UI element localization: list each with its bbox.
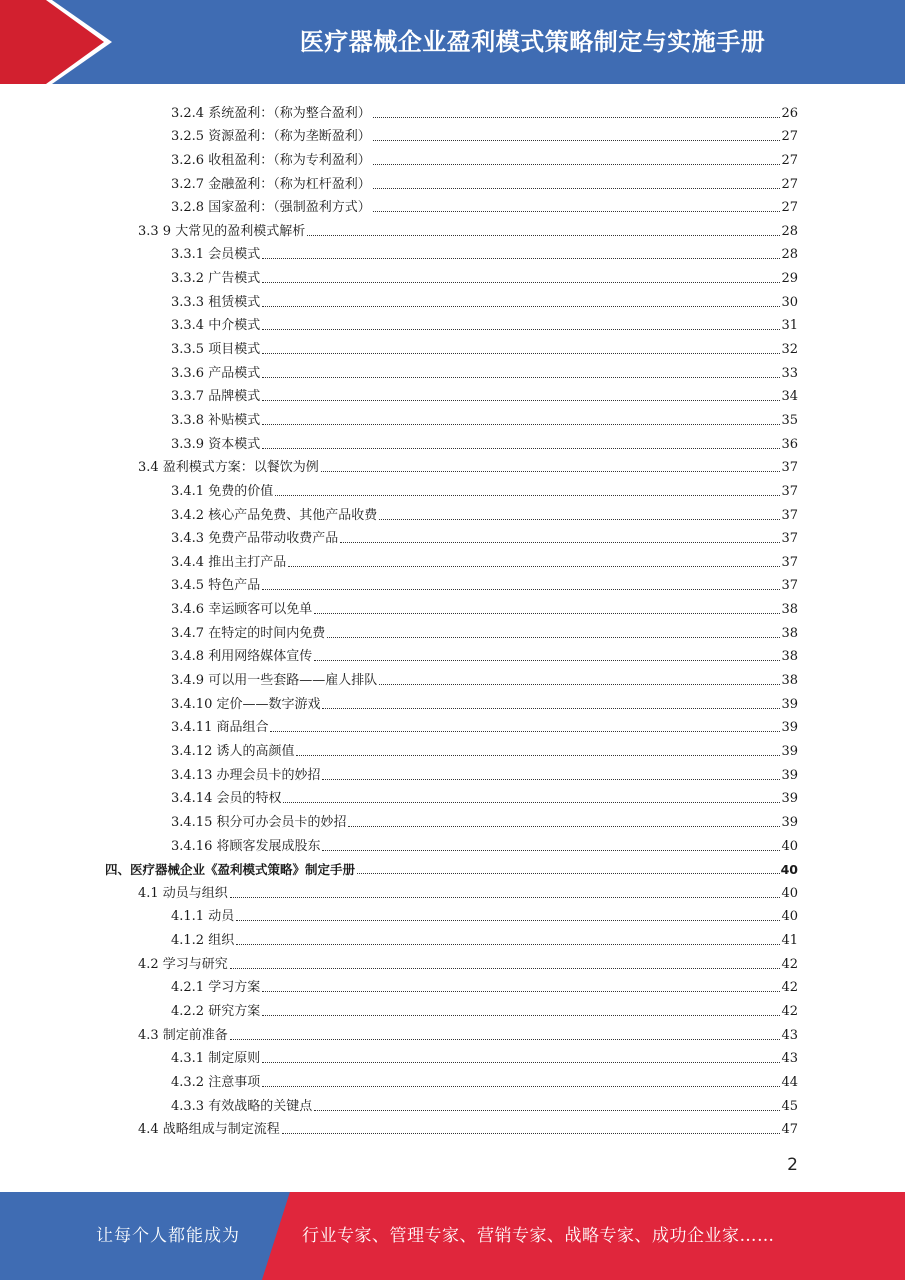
toc-entry-title: 4.3 制定前准备 [138,1027,228,1043]
toc-entry-page: 27 [781,176,798,192]
toc-dot-leader [314,1109,780,1111]
toc-entry[interactable] [105,925,798,949]
toc-dot-leader [321,470,781,472]
toc-entry-title: 3.3.4 中介模式 [171,318,261,334]
toc-entry[interactable] [105,334,798,358]
toc-entry[interactable] [105,1044,798,1068]
toc-entry[interactable] [105,405,798,429]
toc-entry-page: 39 [781,767,798,783]
toc-entry-title: 3.3.8 补贴模式 [171,412,261,428]
toc-dot-leader [357,872,780,874]
page-footer [0,1192,905,1280]
toc-entry-page: 40 [781,838,798,854]
toc-entry-title: 3.4.2 核心产品免费、其他产品收费 [171,507,378,523]
toc-entry-page: 31 [781,318,798,334]
toc-entry-title: 3.4.7 在特定的时间内免费 [171,625,326,641]
toc-entry-page: 37 [781,460,798,476]
toc-entry-title: 3.4.5 特色产品 [171,578,261,594]
toc-dot-leader [262,588,780,590]
toc-entry-page: 32 [781,342,798,358]
toc-entry[interactable] [105,1020,798,1044]
toc-dot-leader [322,778,780,780]
footer-slogan-left: 让每个人都能成为 [96,1226,240,1246]
toc-entry[interactable] [105,453,798,477]
toc-dot-leader [282,1132,781,1134]
toc-entry[interactable] [105,263,798,287]
toc-dot-leader [262,328,780,330]
toc-dot-leader [262,352,780,354]
toc-entry[interactable] [105,642,798,666]
toc-entry[interactable] [105,689,798,713]
toc-dot-leader [348,825,780,827]
toc-entry[interactable] [105,571,798,595]
toc-entry[interactable] [105,169,798,193]
toc-entry-page: 38 [781,602,798,618]
toc-entry-page: 41 [781,933,798,949]
toc-dot-leader [236,943,780,945]
toc-entry-page: 39 [781,791,798,807]
toc-entry-title: 3.2.8 国家盈利：（强制盈利方式） [171,200,371,216]
header-chevron-decoration [0,0,140,84]
toc-entry-title: 4.2.1 学习方案 [171,980,261,996]
toc-entry[interactable] [105,784,798,808]
toc-entry-title: 3.2.5 资源盈利：（称为垄断盈利） [171,129,371,145]
toc-dot-leader [373,116,781,118]
toc-entry-title: 3.3.6 产品模式 [171,365,261,381]
toc-dot-leader [262,990,780,992]
toc-entry-title: 3.3.1 会员模式 [171,247,261,263]
toc-entry[interactable] [105,240,798,264]
toc-entry[interactable] [105,476,798,500]
toc-entry-title: 3.3.5 项目模式 [171,342,261,358]
toc-entry[interactable] [105,973,798,997]
toc-entry-title: 3.3.2 广告模式 [171,271,261,287]
toc-entry-page: 37 [781,554,798,570]
toc-entry[interactable] [105,665,798,689]
toc-dot-leader [340,541,780,543]
toc-dot-leader [262,399,780,401]
toc-dot-leader [230,896,781,898]
toc-entry[interactable] [105,713,798,737]
footer-slogan-right: 行业专家、管理专家、营销专家、战略专家、成功企业家…… [302,1226,775,1246]
toc-dot-leader [373,187,781,189]
toc-entry[interactable] [105,311,798,335]
toc-entry-page: 35 [781,412,798,428]
toc-entry-page: 37 [781,531,798,547]
toc-entry-page: 36 [781,436,798,452]
toc-dot-leader [307,234,780,236]
toc-dot-leader [262,1085,780,1087]
table-of-contents [105,98,798,1138]
toc-entry[interactable] [105,547,798,571]
toc-entry-title: 3.3.3 租赁模式 [171,294,261,310]
toc-entry-title: 4.3.2 注意事项 [171,1074,261,1090]
toc-entry-title: 3.4.4 推出主打产品 [171,554,287,570]
toc-entry-title: 3.4.3 免费产品带动收费产品 [171,531,339,547]
toc-dot-leader [322,849,780,851]
toc-entry[interactable] [105,216,798,240]
toc-dot-leader [373,210,781,212]
toc-entry-page: 43 [781,1051,798,1067]
toc-dot-leader [314,612,780,614]
toc-entry[interactable] [105,500,798,524]
toc-entry-page: 33 [781,365,798,381]
toc-dot-leader [262,376,780,378]
toc-entry-page: 39 [781,743,798,759]
toc-entry-page: 44 [781,1074,798,1090]
toc-entry[interactable] [105,760,798,784]
toc-entry[interactable] [105,122,798,146]
toc-entry-page: 28 [781,247,798,263]
toc-entry-page: 39 [781,696,798,712]
toc-entry-title: 4.3.1 制定原则 [171,1051,261,1067]
toc-entry[interactable] [105,1115,798,1139]
toc-entry-title: 3.2.4 系统盈利：（称为整合盈利） [171,105,371,121]
toc-entry-title: 3.3.7 品牌模式 [171,389,261,405]
toc-entry-title: 4.4 战略组成与制定流程 [138,1122,280,1138]
toc-dot-leader [283,801,780,803]
toc-entry[interactable] [105,382,798,406]
toc-dot-leader [373,139,781,141]
toc-dot-leader [314,659,780,661]
toc-entry-title: 3.4 盈利模式方案：以餐饮为例 [138,460,319,476]
toc-entry-title: 3.4.10 定价——数字游戏 [171,696,321,712]
toc-entry-title: 4.2.2 研究方案 [171,1003,261,1019]
toc-entry[interactable] [105,831,798,855]
toc-entry-page: 28 [781,223,798,239]
toc-dot-leader [230,1038,781,1040]
toc-entry-page: 39 [781,814,798,830]
toc-entry-title: 3.3.9 资本模式 [171,436,261,452]
toc-entry-title: 4.1 动员与组织 [138,885,228,901]
toc-entry-title: 4.3.3 有效战略的关键点 [171,1098,313,1114]
toc-entry-page: 47 [781,1122,798,1138]
toc-dot-leader [270,730,780,732]
toc-dot-leader [262,1061,780,1063]
toc-dot-leader [230,967,781,969]
toc-entry-title: 3.4.11 商品组合 [171,720,269,736]
toc-dot-leader [236,919,780,921]
toc-entry-page: 34 [781,389,798,405]
toc-entry-title: 4.1.2 组织 [171,933,235,949]
toc-entry[interactable] [105,736,798,760]
toc-entry-page: 27 [781,129,798,145]
toc-entry-page: 26 [781,105,798,121]
toc-dot-leader [262,281,780,283]
toc-dot-leader [262,257,780,259]
toc-entry-page: 30 [781,294,798,310]
toc-entry-page: 29 [781,271,798,287]
toc-entry[interactable] [105,1091,798,1115]
toc-entry[interactable] [105,524,798,548]
toc-entry-title: 四、医疗器械企业《盈利模式策略》制定手册 [105,862,356,878]
toc-entry-title: 4.2 学习与研究 [138,956,228,972]
toc-entry[interactable] [105,878,798,902]
toc-entry[interactable] [105,193,798,217]
toc-entry[interactable] [105,949,798,973]
toc-entry-page: 38 [781,625,798,641]
toc-dot-leader [262,1014,780,1016]
toc-entry-page: 40 [780,862,798,878]
toc-entry-page: 27 [781,200,798,216]
toc-entry-title: 4.1.1 动员 [171,909,235,925]
page-header [0,0,905,84]
toc-entry-page: 39 [781,720,798,736]
toc-entry[interactable] [105,855,798,879]
toc-entry-title: 3.4.15 积分可办会员卡的妙招 [171,814,347,830]
toc-entry-title: 3.4.9 可以用一些套路——雇人排队 [171,673,378,689]
toc-entry-title: 3.2.7 金融盈利：（称为杠杆盈利） [171,176,371,192]
toc-entry-page: 42 [781,980,798,996]
toc-entry-title: 3.4.1 免费的价值 [171,483,274,499]
toc-dot-leader [322,707,780,709]
toc-entry[interactable] [105,807,798,831]
toc-entry-page: 42 [781,956,798,972]
toc-entry-page: 45 [781,1098,798,1114]
document-title: 医疗器械企业盈利模式策略制定与实施手册 [299,28,766,56]
toc-entry-page: 42 [781,1003,798,1019]
toc-entry-page: 38 [781,673,798,689]
toc-entry[interactable] [105,429,798,453]
toc-entry-page: 40 [781,885,798,901]
toc-entry[interactable] [105,358,798,382]
toc-dot-leader [262,423,780,425]
toc-entry-page: 37 [781,507,798,523]
toc-entry-title: 3.4.12 诱人的高颜值 [171,743,295,759]
toc-entry-title: 3.4.8 利用网络媒体宣传 [171,649,313,665]
toc-entry-title: 3.4.14 会员的特权 [171,791,282,807]
toc-entry-title: 3.3 9 大常见的盈利模式解析 [138,223,306,239]
toc-dot-leader [275,494,780,496]
toc-entry[interactable] [105,902,798,926]
toc-entry[interactable] [105,145,798,169]
toc-entry[interactable] [105,594,798,618]
toc-entry-title: 3.4.13 办理会员卡的妙招 [171,767,321,783]
toc-entry-page: 37 [781,578,798,594]
toc-entry-page: 37 [781,483,798,499]
toc-dot-leader [373,163,781,165]
toc-entry-page: 43 [781,1027,798,1043]
toc-entry-title: 3.4.6 幸运顾客可以免单 [171,602,313,618]
toc-entry-page: 27 [781,152,798,168]
toc-entry[interactable] [105,996,798,1020]
toc-entry[interactable] [105,618,798,642]
page-number: 2 [787,1155,798,1175]
toc-dot-leader [327,636,780,638]
toc-entry-title: 3.2.6 收租盈利：（称为专利盈利） [171,152,371,168]
toc-entry[interactable] [105,98,798,122]
toc-entry-page: 38 [781,649,798,665]
toc-dot-leader [262,305,780,307]
toc-entry[interactable] [105,1067,798,1091]
toc-entry-page: 40 [781,909,798,925]
toc-dot-leader [379,683,780,685]
toc-dot-leader [379,518,780,520]
toc-dot-leader [288,565,780,567]
toc-entry-title: 3.4.16 将顾客发展成股东 [171,838,321,854]
toc-dot-leader [262,447,780,449]
toc-dot-leader [296,754,780,756]
toc-entry[interactable] [105,287,798,311]
